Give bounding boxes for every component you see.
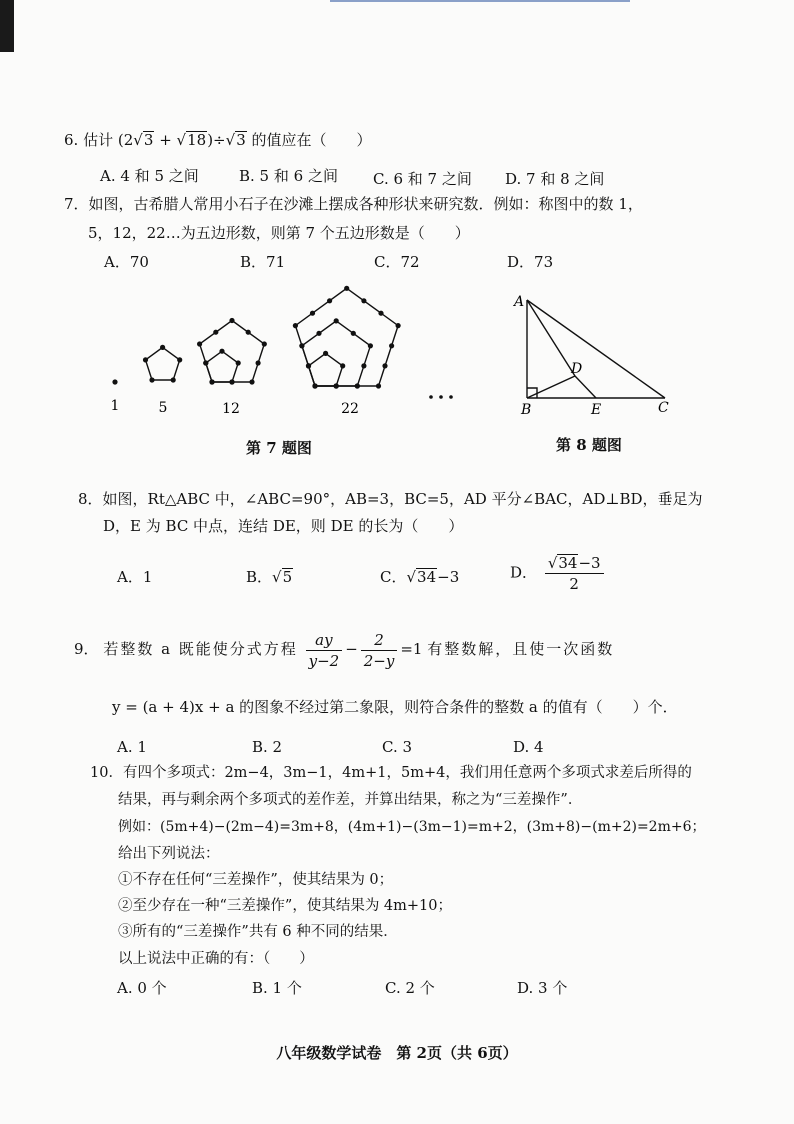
question-10-example: 例如：(5m+4)−(2m−4)=3m+8，(4m+1)−(3m−1)=m+2，(3m+8)−(m+2)=2m+6；: [118, 819, 706, 835]
stone-dot: [340, 363, 345, 368]
stone-dot: [368, 343, 373, 348]
figure-8-caption: 第 8 题图: [556, 436, 622, 454]
option-b: B．71: [240, 253, 286, 271]
option-c: [380, 566, 459, 588]
stone-dot: [306, 363, 311, 368]
segment-ad: [527, 300, 575, 376]
stone-dot: [219, 349, 224, 354]
statement-2: ②至少存在一种“三差操作”，使其结果为 4m+10；: [118, 898, 453, 914]
option-b: [246, 566, 293, 588]
option-c: C. 2 个: [385, 979, 435, 997]
fraction: [306, 630, 343, 671]
stone-dot: [382, 363, 387, 368]
stone-dot: [160, 345, 165, 350]
right-angle-mark: [527, 388, 537, 398]
option-letter: D．: [510, 563, 538, 582]
vertex-label: D: [571, 361, 583, 377]
vertex-label: A: [514, 294, 525, 310]
stone-dot: [378, 311, 383, 316]
stone-dot: [299, 343, 304, 348]
option-c: C. 3: [382, 738, 413, 756]
stone-dot: [334, 318, 339, 323]
stone-dot: [361, 298, 366, 303]
figure-7-caption: 第 7 题图: [246, 439, 312, 457]
pentagon-outline: [146, 347, 180, 380]
stone-dot: [334, 383, 339, 388]
stone-dot: [323, 351, 328, 356]
stone-dot: [213, 330, 218, 335]
expr-part: −: [345, 640, 358, 658]
stone-dot: [344, 286, 349, 291]
sqrt-symbol: √: [176, 131, 187, 149]
option-letter: C．: [380, 568, 407, 586]
stone-dot: [312, 383, 317, 388]
stone-dot: [177, 357, 182, 362]
question-7-line-1: 7．如图，古希腊人常用小石子在沙滩上摆成各种形状来研究数．例如：称图中的数 1，: [64, 195, 643, 213]
stone-dot: [389, 343, 394, 348]
pentagonal-numbers-figure: [100, 282, 480, 422]
expr-part: −3: [437, 568, 460, 586]
figure-label: 12: [222, 401, 240, 417]
option-b: B. 2: [252, 738, 283, 756]
stone-dot: [327, 298, 332, 303]
segment-bd: [527, 376, 575, 398]
stone-dot: [203, 360, 208, 365]
sqrt-symbol: √: [272, 568, 282, 586]
figure-label: 1: [110, 398, 120, 414]
vertex-label: B: [521, 402, 532, 418]
stone-dot: [112, 379, 117, 384]
radicand: 34: [417, 568, 437, 586]
fraction-numerator: 2: [361, 630, 398, 651]
fraction-denominator: 2: [569, 575, 579, 593]
question-7-line-2: 5，12，22…为五边形数，则第 7 个五边形数是（ ）: [88, 224, 470, 242]
sqrt-symbol: √: [225, 131, 236, 149]
question-9-line-2: y = (a + 4)x + a 的图象不经过第二象限，则符合条件的整数 a 的值有（ ）个．: [112, 698, 678, 716]
option-c: C．72: [374, 253, 420, 271]
option-d: D. 4: [513, 738, 544, 756]
expr-part: )÷: [207, 131, 226, 149]
fraction-denominator: y−2: [308, 651, 340, 670]
triangle-figure: [505, 288, 685, 423]
stone-dot: [229, 318, 234, 323]
option-a: A. 0 个: [117, 979, 167, 997]
question-text: 有整数解，且使一次函数: [427, 640, 615, 658]
scan-edge-mark: [0, 0, 14, 52]
question-8-line-2: D，E 为 BC 中点，连结 DE，则 DE 的长为（ ）: [103, 517, 464, 535]
stone-dot: [316, 331, 321, 336]
stone-dot: [376, 383, 381, 388]
stone-dot: [249, 379, 254, 384]
ellipsis-dots: [429, 395, 453, 399]
stone-dot: [236, 360, 241, 365]
question-10-prompt: 以上说法中正确的有：（ ）: [118, 951, 314, 967]
question-text: 的值应在（ ）: [251, 131, 372, 149]
expr-part: (2: [117, 131, 134, 149]
question-number: 6.: [64, 131, 79, 149]
sqrt-symbol: √: [133, 131, 143, 149]
pentagon-outline: [295, 288, 398, 386]
question-6-stem: [64, 129, 372, 151]
question-8-line-1: 8．如图，Rt△ABC 中，∠ABC=90°，AB=3，BC=5，AD 平分∠BAC，AD⊥BD，垂足为: [78, 490, 703, 508]
option-b: B. 5 和 6 之间: [239, 167, 338, 185]
radicand: 34: [558, 554, 578, 572]
statement-1: ①不存在任何“三差操作”，使其结果为 0；: [118, 872, 394, 888]
stone-dot: [396, 323, 401, 328]
stone-dot: [351, 331, 356, 336]
figure-label: 22: [341, 401, 359, 417]
option-a: A. 1: [117, 738, 147, 756]
radicand: 3: [143, 131, 154, 149]
statement-3: ③所有的“三差操作”共有 6 种不同的结果．: [118, 924, 398, 940]
option-d: D．73: [507, 253, 554, 271]
option-a: A．1: [117, 568, 153, 586]
vertex-label: E: [591, 402, 602, 418]
question-text: 若整数 a 既能使分式方程: [103, 640, 298, 658]
radicand: 5: [282, 568, 293, 586]
question-9-line-1: [74, 623, 614, 675]
stone-dot: [262, 341, 267, 346]
stone-dot: [246, 330, 251, 335]
vertex-label: C: [658, 400, 669, 416]
option-a: A. 4 和 5 之间: [100, 167, 199, 185]
stone-dot: [361, 363, 366, 368]
radicand: 18: [187, 131, 207, 149]
pentagon-outline: [200, 321, 265, 383]
question-10-line-4: 给出下列说法：: [118, 846, 220, 862]
stone-dot: [143, 357, 148, 362]
option-c: C. 6 和 7 之间: [373, 170, 472, 188]
fraction-denominator: 2−y: [363, 651, 395, 670]
sqrt-symbol: √: [406, 568, 417, 586]
radicand: 3: [236, 131, 246, 149]
stone-dot: [171, 377, 176, 382]
fraction-numerator: ay: [306, 630, 343, 651]
sqrt-symbol: √: [547, 554, 558, 572]
side-ac: [527, 300, 665, 398]
scan-top-mark: [330, 0, 630, 2]
fraction: [545, 553, 604, 594]
stone-dot: [310, 311, 315, 316]
option-a: A．70: [104, 253, 149, 271]
stone-dot: [197, 341, 202, 346]
expr-part: −3: [578, 554, 601, 572]
question-number: 9．: [74, 640, 99, 658]
stone-dot: [209, 379, 214, 384]
option-d: [510, 553, 607, 594]
option-letter: B．: [246, 568, 273, 586]
figure-label: 5: [158, 400, 168, 416]
stone-dot: [149, 377, 154, 382]
stone-dot: [256, 360, 261, 365]
fraction-numerator: [545, 553, 604, 574]
option-d: D. 3 个: [517, 979, 568, 997]
segment-de: [575, 376, 596, 398]
question-10-line-1: 10．有四个多项式：2m−4，3m−1，4m+1，5m+4，我们用任意两个多项式求差后所得的: [90, 765, 692, 781]
expr-part: +: [159, 131, 172, 149]
fraction: [361, 630, 398, 671]
page-footer: 八年级数学试卷 第 2页（共 6页）: [276, 1044, 518, 1062]
option-b: B. 1 个: [252, 979, 302, 997]
stone-dot: [355, 383, 360, 388]
stone-dot: [293, 323, 298, 328]
question-text: 估计: [83, 131, 114, 149]
expr-part: =1: [400, 640, 423, 658]
option-d: D. 7 和 8 之间: [505, 170, 605, 188]
stone-dot: [229, 379, 234, 384]
question-10-line-2: 结果，再与剩余两个多项式的差作差，并算出结果，称之为“三差操作”．: [118, 792, 583, 808]
